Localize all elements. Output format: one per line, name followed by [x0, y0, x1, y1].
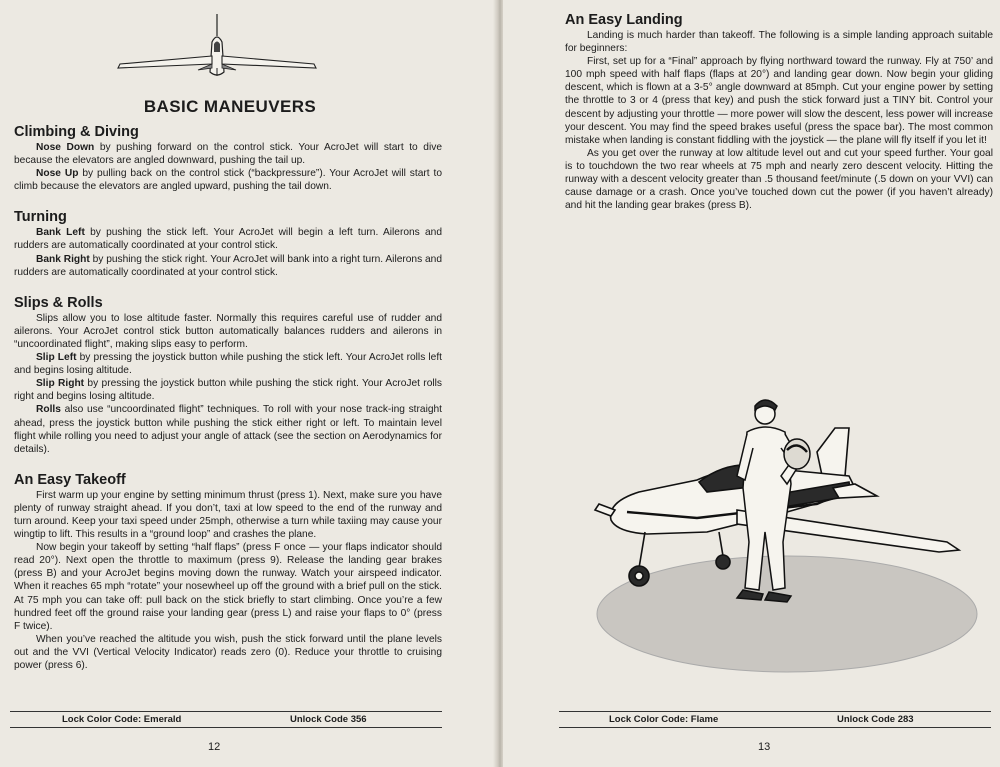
jet-top-view-icon [112, 12, 322, 82]
right-page [503, 0, 1000, 767]
pilot-and-jet-illustration [587, 392, 987, 682]
ground-shadow [597, 556, 977, 672]
paragraph-text: First warm up your engine by setting minimum thrust (press 1). Next, make sure you have plenty of runway straight ahead. If you don’t, taxi at low speed to the end of the runway and turn around. Keep your taxi speed under 25mph, otherwise a turn while taxiing may cause your wingtip to lift. This results in a “ground loop” and crashes the plane. [14, 489, 442, 541]
paragraph-text: by pressing the joystick button while pushing the stick left. Your AcroJet rolls left and begins losing altitude. [14, 352, 443, 377]
section-heading-climbing: Climbing & Diving [14, 124, 139, 140]
paragraph [565, 147, 993, 212]
unlock-code: Unlock Code 283 [837, 714, 914, 725]
paragraph [14, 403, 442, 455]
section-heading-landing: An Easy Landing [565, 12, 683, 28]
paragraph-text: by pushing the stick left. Your AcroJet will begin a left turn. Ailerons and rudders are automatically coordinated at your control stick. [14, 227, 443, 252]
paragraph-text: Now begin your takeoff by setting “half flaps” (press F once — your flaps indicator should read 20°). Next open the throttle to maximum (press 9). Release the landing gear brakes (press B) and your AcroJet begins moving down the runway. Watch your airspeed indicator. When it reaches 65 mph “rotate” your nosewheel up off the ground with a brief pull on the stick. At 75 mph you can take off: pull back on the stick briefly to start climbing. Once you’re a few hundred feet off the ground raise your landing gear (press L) and raise your flaps to 0° (press F twice). [14, 542, 442, 632]
paragraph-text: Slips allow you to lose altitude faster. Normally this requires careful use of rudder and ailerons. Your AcroJet control stick button automatically balances rudders and ailerons in “uncoordinated flight”, making slips easy to perform. [14, 312, 442, 350]
page-footer [10, 711, 442, 728]
paragraph [565, 55, 993, 147]
paragraph [14, 253, 442, 279]
paragraph [14, 633, 442, 672]
paragraph [14, 167, 442, 193]
paragraph [14, 541, 442, 633]
paragraph [14, 351, 442, 377]
page-number: 12 [208, 741, 221, 753]
term: Rolls [36, 404, 61, 416]
paragraph-text: by pushing the stick right. Your AcroJet will bank into a right turn. Ailerons and rudders are automatically coordinated at your control stick. [14, 253, 443, 278]
lock-color-code: Lock Color Code: Flame [609, 714, 719, 725]
paragraph-text: As you get over the runway at low altitude level out and cut your speed further. Your goal is to touchdown the two rear wheels at 75 mph and nearly zero descent velocity. Hitting the runway with a descent velocity greater than .5 thousand feet/minute (.5 down on your VVI) can cause damage or a crash. Once you’ve touched down cut the power (if you haven’t already) and hit the landing gear brakes (press B). [565, 147, 993, 212]
paragraph-text: by pulling back on the control stick (“backpressure”). Your AcroJet will start to climb because the elevators are angled upward, pushing the tail down. [14, 168, 442, 193]
section-heading-turning: Turning [14, 209, 67, 226]
paragraph-text: When you’ve reached the altitude you wish, push the stick forward until the plane levels out and the VVI (Vertical Velocity Indicator) reads zero (0). Reduce your throttle to cruising power (press 6). [14, 633, 442, 671]
paragraph-text: by pushing forward on the control stick. Your AcroJet will start to dive because the elevators are angled downward, pushing the tail up. [14, 142, 442, 167]
term: Slip Right [36, 378, 85, 390]
term: Nose Down [36, 142, 95, 153]
paragraph [14, 141, 442, 167]
paragraph [14, 489, 442, 541]
term: Bank Left [36, 227, 85, 239]
paragraph-text: First, set up for a “Final” approach by flying northward toward the runway. Fly at 750’ and 100 mph speed with half flaps (flaps at 20°) and landing gear down. Now begin your gliding descent, which is flown at a 3-5° angle downward at 85mph. Cut your engine power by setting the throttle to 3 or 4 (press that key) and push the stick forward just a TINY bit. Control your descent by adjusting your throttle — more power will slow the descent, less power will increase your descent. You may find the speed brakes useful (press the space bar). The most common mistake when landing is constant fiddling with the joystick — the plane will fly itself if you let it! [565, 56, 993, 146]
paragraph-text: Landing is much harder than takeoff. The following is a simple landing approach suitable for beginners: [565, 30, 993, 55]
section-heading-takeoff: An Easy Takeoff [14, 471, 126, 488]
paragraph [14, 312, 442, 351]
page-title: BASIC MANEUVERS [143, 97, 317, 116]
term: Slip Left [36, 352, 77, 364]
paragraph [14, 226, 442, 252]
unlock-code: Unlock Code 356 [290, 714, 367, 725]
paragraph [565, 29, 993, 55]
left-column [14, 124, 442, 672]
page-number: 13 [758, 741, 771, 753]
paragraph-text: also use “uncoordinated flight” techniques. To roll with your nose track-ing straight ahead, press the joystick button while pushing the stick either right or left. To maintain level flight while rolling you need to adjust your angle of attack (see the section on Aerodynamics for details). [14, 404, 442, 455]
term: Bank Right [36, 253, 90, 265]
section-heading-slips: Slips & Rolls [14, 294, 103, 311]
term: Nose Up [36, 168, 79, 180]
page-footer [559, 711, 991, 728]
paragraph-text: by pressing the joystick button while pushing the stick right. Your AcroJet rolls right and begins losing altitude. [14, 378, 442, 403]
left-page [0, 0, 497, 767]
paragraph [14, 377, 442, 403]
lock-color-code: Lock Color Code: Emerald [62, 714, 182, 725]
right-column [565, 12, 993, 212]
